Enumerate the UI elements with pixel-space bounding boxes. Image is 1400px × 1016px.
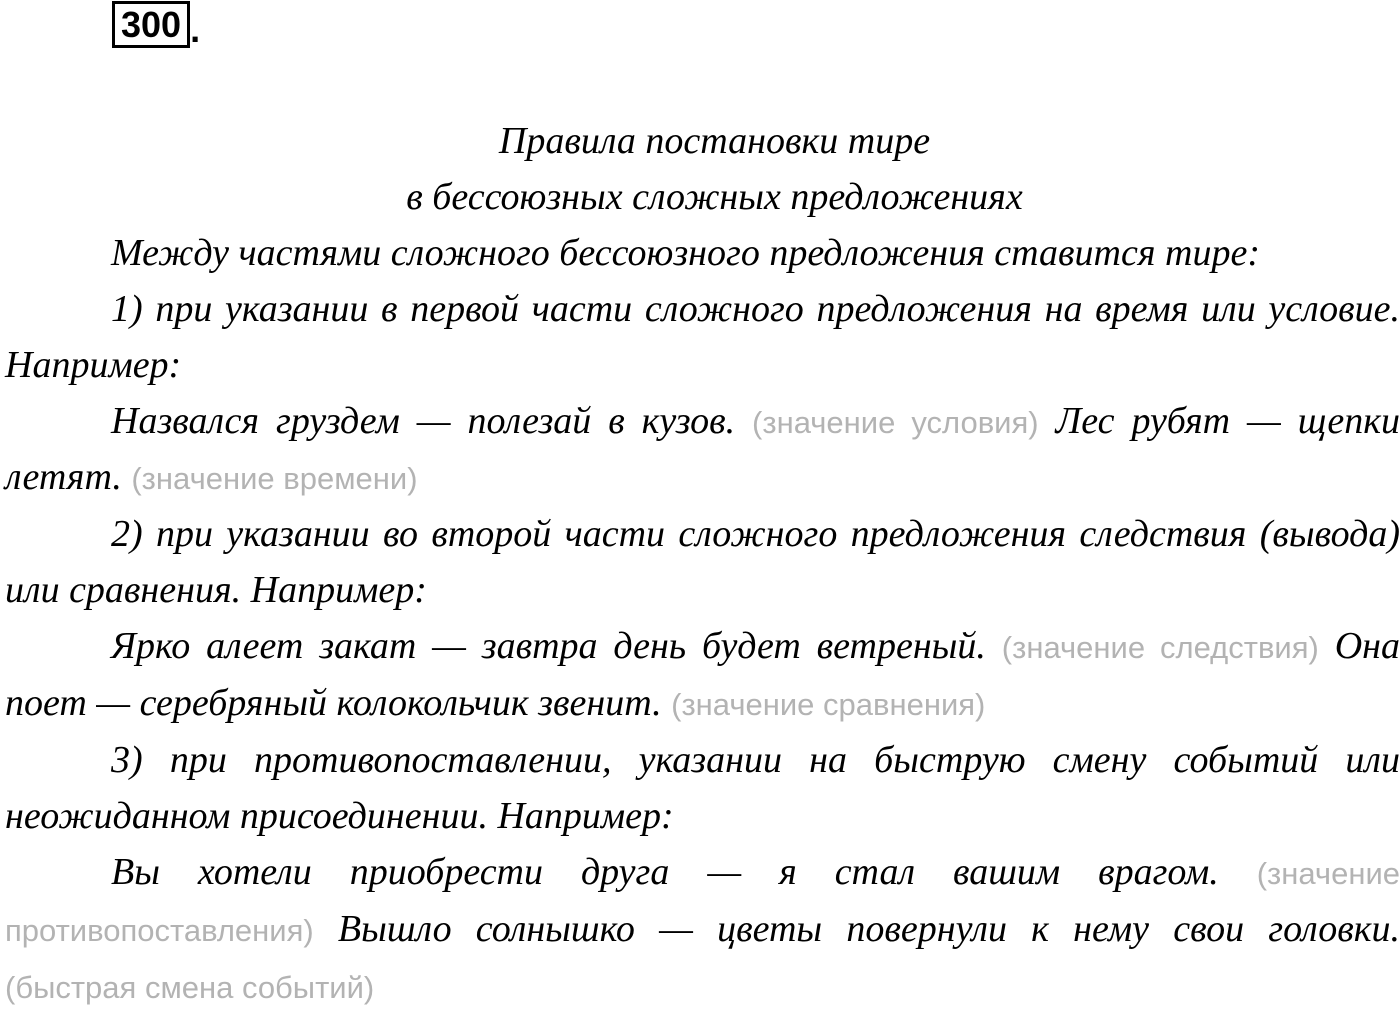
document-body (5, 114, 1400, 1016)
example-note: (значение сравнения) (671, 687, 986, 723)
example-sentence: Вы хотели приобрести друга — я стал вашим врагом. (111, 850, 1219, 893)
example-sentence: Она поет — серебряный колокольчик звенит. (5, 625, 1400, 725)
example-note: (значение условия) (752, 404, 1039, 440)
rule-2-paragraph: 2) при указании во второй части сложного предложения следствия (вывода) или сравнения. Например: (5, 513, 1400, 612)
example-sentence: Ярко алеет закат — завтра день будет ветреный. (111, 625, 986, 668)
exercise-number (112, 4, 200, 48)
rule-1-examples (5, 394, 1400, 508)
title-line-2: в бессоюзных сложных предложениях (406, 175, 1023, 218)
example-note: (значение времени) (131, 461, 418, 497)
example-sentence: Лес рубят — щепки летят. (5, 399, 1400, 499)
exercise-number-dot: . (190, 9, 201, 50)
example-sentence: Назвался груздем — полезай в кузов. (111, 399, 736, 442)
rule-3-paragraph: 3) при противопоставлении, указании на быструю смену событий или неожиданном присоединении. Например: (5, 738, 1400, 837)
rule-2-examples (5, 619, 1400, 733)
example-note: (быстрая смена событий) (5, 969, 375, 1005)
title-line-1: Правила постановки тире (498, 120, 931, 162)
example-sentence: Вышло солнышко — цветы повернули к нему свои головки. (337, 907, 1400, 950)
intro-paragraph: Между частями сложного бессоюзного предложения ставится тире: (111, 231, 1260, 274)
exercise-number-box: 300 (112, 1, 190, 48)
example-note: (значение следствия) (1001, 630, 1319, 666)
rule-3-examples (5, 845, 1400, 1016)
rule-1-paragraph: 1) при указании в первой части сложного предложения на время или условие. Например: (5, 287, 1400, 386)
example-note: (значение противопоставления) (5, 855, 1400, 948)
